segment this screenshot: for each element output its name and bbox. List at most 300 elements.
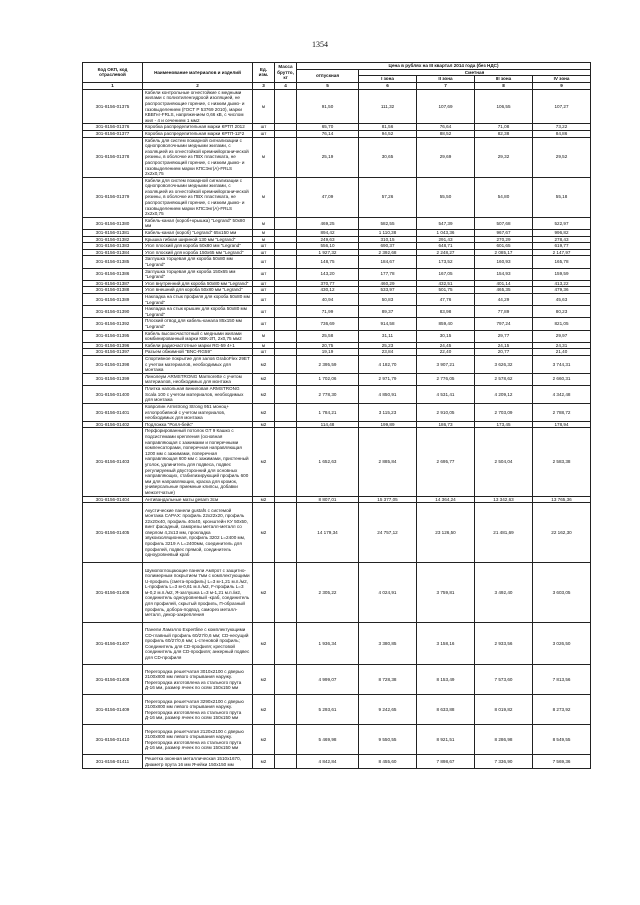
row-code: 301-8156-01398 (83, 355, 143, 373)
header-zone-2: II зона (417, 76, 475, 83)
row-mass (275, 137, 297, 177)
table-row (83, 355, 591, 373)
row-price-zone-1: 199,89 (359, 421, 417, 428)
table-row (83, 665, 591, 695)
row-price-zone-2: 23 126,50 (417, 503, 475, 563)
table-row (83, 287, 591, 294)
row-mass (275, 318, 297, 330)
table-row (83, 428, 591, 496)
row-unit: м (253, 137, 275, 177)
row-code: 301-8156-01402 (83, 421, 143, 428)
row-release-price: 5 469,98 (297, 725, 359, 755)
row-unit: шт (253, 349, 275, 356)
row-price-zone-4: 107,27 (533, 89, 591, 124)
row-unit: шт (253, 249, 275, 256)
row-release-price: 1 927,32 (297, 249, 359, 256)
row-name: Кабель высокочастотный с медными жилами комбинированный марки КВК-2П, 2х0,75 мм2 (143, 330, 253, 342)
row-price-zone-3: 29,32 (475, 137, 533, 177)
row-release-price: 25,19 (297, 137, 359, 177)
row-code: 301-8156-01377 (83, 130, 143, 137)
row-code: 301-8156-01406 (83, 563, 143, 623)
row-code: 301-8156-01389 (83, 293, 143, 305)
row-price-zone-2: 88,52 (417, 130, 475, 137)
row-price-zone-4: 2 660,31 (533, 373, 591, 385)
row-price-zone-2: 3 759,81 (417, 563, 475, 623)
row-name: Кабели радиочастотные марки RG-59 4+1 (143, 342, 253, 349)
row-code: 301-8156-01375 (83, 89, 143, 124)
table-row (83, 725, 591, 755)
row-price-zone-1: 9 550,55 (359, 725, 417, 755)
row-price-zone-1: 57,26 (359, 177, 417, 217)
table-row (83, 330, 591, 342)
row-code: 301-8156-01410 (83, 725, 143, 755)
row-price-zone-4: 55,18 (533, 177, 591, 217)
row-mass (275, 496, 297, 503)
row-name: Панели Ламэлло Expertline с комплектующими CD-главный профиль 60/27/0,6 мм; CD-несущий профиль 60/27/0,6 мм; L-стеновой профиль; Соединитель для CD-профиля; крестовой соединитель для CD-профиля; анкерный подвес для CD-профиля (143, 623, 253, 665)
row-price-zone-4: 24,31 (533, 342, 591, 349)
row-price-zone-3: 4 209,12 (475, 385, 533, 403)
row-mass (275, 342, 297, 349)
row-unit: шт (253, 287, 275, 294)
row-price-zone-1: 533,97 (359, 287, 417, 294)
header-price-group: Цена в рублях на III квартал 2014 года (без НДС) (297, 63, 591, 70)
row-name: Плитка напольная виниловая ARMSTRONG Scala 100 с учетом материалов, необходимых для монтажа (143, 385, 253, 403)
row-name: Акустические панели gustafs с системой монтажа САРАХ: профиль 22х22х20, профиль 22х20х40, профиль 40х40, кронштейн КУ 50х50, винт фасадный, саморезы металл-металл со сверлом 4,2х13 мм, прокладка звукоизоляционная, профиль 3202 L=2400 мм, профиль 3219 А L=2400мм, соединитель для профилей, подвес прямой, соединитель одноуровневый краб (143, 503, 253, 563)
row-price-zone-2: 107,69 (417, 89, 475, 124)
row-price-zone-4: 278,43 (533, 236, 591, 243)
row-release-price: 47,09 (297, 177, 359, 217)
row-release-price: 2 305,22 (297, 563, 359, 623)
row-price-zone-1: 177,78 (359, 268, 417, 280)
table-row (83, 124, 591, 131)
row-price-zone-3: 507,68 (475, 217, 533, 229)
table-row (83, 280, 591, 287)
row-price-zone-4: 821,05 (533, 318, 591, 330)
row-unit: м2 (253, 428, 275, 496)
row-mass (275, 355, 297, 373)
row-price-zone-1: 8 728,38 (359, 665, 417, 695)
row-price-zone-2: 14 364,24 (417, 496, 475, 503)
row-price-zone-4: 996,82 (533, 230, 591, 237)
column-index: 8 (475, 82, 533, 89)
row-price-zone-2: 2 695,77 (417, 428, 475, 496)
row-price-zone-4: 29,97 (533, 330, 591, 342)
row-price-zone-1: 8 455,60 (359, 755, 417, 769)
table-row (83, 243, 591, 250)
row-price-zone-1: 9 242,65 (359, 695, 417, 725)
row-name: Разъем обжимной "BNC-RG59" (143, 349, 253, 356)
row-price-zone-3: 401,14 (475, 280, 533, 287)
row-mass (275, 665, 297, 695)
header-name: Наименование материалов и изделий (143, 63, 253, 83)
row-price-zone-4: 3 603,05 (533, 563, 591, 623)
row-mass (275, 217, 297, 229)
row-release-price: 1 936,34 (297, 623, 359, 665)
column-index: 6 (359, 82, 417, 89)
row-price-zone-1: 81,56 (359, 124, 417, 131)
row-price-zone-1: 25,23 (359, 342, 417, 349)
row-price-zone-3: 601,65 (475, 243, 533, 250)
row-unit: шт (253, 243, 275, 250)
row-release-price: 71,99 (297, 306, 359, 318)
row-unit: м2 (253, 373, 275, 385)
row-name: Угол внешний для короба 50х80 мм "Legrand" (143, 287, 253, 294)
table-row (83, 217, 591, 229)
row-price-zone-2: 2 248,27 (417, 249, 475, 256)
row-unit: м2 (253, 695, 275, 725)
table-row (83, 373, 591, 385)
row-unit: м2 (253, 725, 275, 755)
table-row (83, 349, 591, 356)
table-row (83, 496, 591, 503)
row-name: Антивандальные маты gesam 3см (143, 496, 253, 503)
table-row (83, 563, 591, 623)
row-mass (275, 695, 297, 725)
row-release-price: 894,42 (297, 230, 359, 237)
row-code: 301-8156-01395 (83, 330, 143, 342)
row-price-zone-2: 83,98 (417, 306, 475, 318)
row-mass (275, 293, 297, 305)
row-unit: м (253, 217, 275, 229)
row-price-zone-4: 3 026,50 (533, 623, 591, 665)
row-price-zone-3: 173,45 (475, 421, 533, 428)
row-code: 301-8156-01383 (83, 243, 143, 250)
table-row (83, 318, 591, 330)
row-price-zone-2: 3 907,21 (417, 355, 475, 373)
row-price-zone-4: 4 342,48 (533, 385, 591, 403)
row-price-zone-2: 167,05 (417, 268, 475, 280)
header-estimate-group: Сметная (359, 69, 591, 76)
row-name: Перегородка решетчатая 3010х2100 с дверью 2100х800 мм левого открывания наружу. Перегородка изготовлена из стального прута Д-16 мм, размер ячеек по осям 150х150 мм (143, 665, 253, 695)
row-price-zone-3: 270,29 (475, 236, 533, 243)
table-row (83, 249, 591, 256)
table-row (83, 385, 591, 403)
row-price-zone-3: 44,29 (475, 293, 533, 305)
row-price-zone-1: 690,37 (359, 243, 417, 250)
row-unit: м2 (253, 421, 275, 428)
row-unit: шт (253, 318, 275, 330)
price-table (82, 62, 591, 769)
row-name: Линолеум ARMSTRONG Marmorette с учетом материалов, необходимых для монтажа (143, 373, 253, 385)
row-price-zone-1: 94,52 (359, 130, 417, 137)
row-price-zone-3: 13 342,63 (475, 496, 533, 503)
row-unit: м (253, 89, 275, 124)
row-price-zone-1: 4 182,70 (359, 355, 417, 373)
row-price-zone-2: 1 043,36 (417, 230, 475, 237)
row-price-zone-3: 2 703,09 (475, 403, 533, 421)
row-price-zone-3: 2 933,56 (475, 623, 533, 665)
row-price-zone-4: 7 813,56 (533, 665, 591, 695)
header-zone-1: I зона (359, 76, 417, 83)
row-price-zone-2: 24,45 (417, 342, 475, 349)
row-mass (275, 256, 297, 268)
row-price-zone-1: 2 392,68 (359, 249, 417, 256)
row-price-zone-2: 8 633,88 (417, 695, 475, 725)
column-index: 1 (83, 82, 143, 89)
row-mass (275, 725, 297, 755)
row-name: Спортивное покрытие для залов GraboFlex 29ЕТ с учетом материалов, необходимых для монтажа (143, 355, 253, 373)
row-code: 301-8156-01408 (83, 665, 143, 695)
row-price-zone-2: 186,73 (417, 421, 475, 428)
row-release-price: 430,12 (297, 287, 359, 294)
row-price-zone-1: 2 885,84 (359, 428, 417, 496)
row-price-zone-1: 3 380,85 (359, 623, 417, 665)
row-unit: м (253, 236, 275, 243)
row-code: 301-8156-01403 (83, 428, 143, 496)
row-name: Заглушка торцевая для короба 150х65 мм "Legrand" (143, 268, 253, 280)
row-price-zone-2: 2 776,05 (417, 373, 475, 385)
row-price-zone-1: 3 115,23 (359, 403, 417, 421)
row-price-zone-3: 77,89 (475, 306, 533, 318)
row-unit: шт (253, 280, 275, 287)
row-code: 301-8156-01396 (83, 342, 143, 349)
row-code: 301-8156-01401 (83, 403, 143, 421)
row-price-zone-2: 173,52 (417, 256, 475, 268)
row-price-zone-1: 89,37 (359, 306, 417, 318)
row-name: Решетка оконная металлическая 1510х1670, Диаметр прута 16 мм Ячейки 150х150 мм (143, 755, 253, 769)
row-release-price: 736,69 (297, 318, 359, 330)
row-mass (275, 230, 297, 237)
row-mass (275, 503, 297, 563)
row-mass (275, 428, 297, 496)
row-price-zone-4: 7 569,36 (533, 755, 591, 769)
row-price-zone-3: 465,35 (475, 287, 533, 294)
row-code: 301-8156-01405 (83, 503, 143, 563)
row-name: Перегородка решетчатая 3290х2100 с дверью 2100х800 мм левого открывания наружу. Перегородка изготовлена из стального прута Д-16 мм, размер ячеек по осям 150х150 мм (143, 695, 253, 725)
row-unit: шт (253, 130, 275, 137)
row-price-zone-4: 13 765,36 (533, 496, 591, 503)
row-price-zone-3: 82,38 (475, 130, 533, 137)
row-release-price: 4 999,07 (297, 665, 359, 695)
row-code: 301-8156-01387 (83, 280, 143, 287)
row-release-price: 76,14 (297, 130, 359, 137)
table-row (83, 177, 591, 217)
row-release-price: 148,75 (297, 256, 359, 268)
row-code: 301-8156-01376 (83, 124, 143, 131)
row-price-zone-1: 31,11 (359, 330, 417, 342)
row-name: Коробка распределительная марки КРТП 2012 (143, 124, 253, 131)
table-row (83, 421, 591, 428)
table-row (83, 137, 591, 177)
column-index-row (83, 82, 591, 89)
row-mass (275, 89, 297, 124)
row-mass (275, 563, 297, 623)
row-price-zone-1: 30,65 (359, 137, 417, 177)
row-release-price: 143,20 (297, 268, 359, 280)
page-number: 1354 (312, 40, 328, 49)
row-price-zone-3: 20,77 (475, 349, 533, 356)
row-price-zone-2: 76,64 (417, 124, 475, 131)
row-price-zone-4: 8 549,55 (533, 725, 591, 755)
header-zone-3: III зона (475, 76, 533, 83)
row-unit: м (253, 330, 275, 342)
row-price-zone-3: 8 286,98 (475, 725, 533, 755)
row-price-zone-1: 1 110,38 (359, 230, 417, 237)
row-price-zone-3: 797,24 (475, 318, 533, 330)
row-mass (275, 349, 297, 356)
row-price-zone-1: 111,32 (359, 89, 417, 124)
row-code: 301-8156-01399 (83, 373, 143, 385)
row-code: 301-8156-01380 (83, 217, 143, 229)
row-unit: м (253, 177, 275, 217)
row-name: Шумопоглощающие панели Ампрот с защитно-полимерным покрытием 7мм с комплектующими U-профиль (смета-профиль) L=3 м-1,21 м.п./м2, L-профиль L=3 м-0,61 м.п./м2, F-профиль L=3 м-0,2 м.п./м2, Я-заглушка L=3 м-1,21 м.п./м2, соединитель одноуровневый -краб, соединитель для профилей, скрытый профиль, П-образный профиль, добора-подвод, саморез металл-металл, декор-закрепления (143, 563, 253, 623)
row-unit: м2 (253, 755, 275, 769)
row-unit: м (253, 342, 275, 349)
row-price-zone-4: 2 788,72 (533, 403, 591, 421)
row-price-zone-4: 178,94 (533, 421, 591, 428)
row-price-zone-4: 2 147,97 (533, 249, 591, 256)
row-price-zone-2: 7 898,67 (417, 755, 475, 769)
row-code: 301-8156-01381 (83, 230, 143, 237)
row-price-zone-3: 2 085,17 (475, 249, 533, 256)
row-release-price: 14 179,34 (297, 503, 359, 563)
row-price-zone-2: 55,50 (417, 177, 475, 217)
table-row (83, 342, 591, 349)
row-mass (275, 177, 297, 217)
row-mass (275, 236, 297, 243)
table-row (83, 403, 591, 421)
row-price-zone-3: 21 481,69 (475, 503, 533, 563)
row-mass (275, 243, 297, 250)
row-price-zone-3: 7 573,60 (475, 665, 533, 695)
row-price-zone-4: 8 273,92 (533, 695, 591, 725)
row-release-price: 1 784,21 (297, 403, 359, 421)
row-price-zone-3: 2 504,04 (475, 428, 533, 496)
row-price-zone-4: 21,40 (533, 349, 591, 356)
row-unit: м2 (253, 403, 275, 421)
row-release-price: 249,63 (297, 236, 359, 243)
row-price-zone-2: 8 921,51 (417, 725, 475, 755)
row-name: Кабели контрольные огнестойкие с медными жилами с полиэтиленгидроой изоляцией, не распространяющие горение, с низким дымо- и газовыделением (ГОСТ Р 53769 2010), марки КВВГнг-FRLS, напряжением 0,66 кВ, с числом жил - 4 и сечением 1 мм2 (143, 89, 253, 124)
row-unit: м2 (253, 665, 275, 695)
row-price-zone-2: 22,40 (417, 349, 475, 356)
row-price-zone-3: 967,67 (475, 230, 533, 237)
row-unit: шт (253, 256, 275, 268)
row-price-zone-2: 47,76 (417, 293, 475, 305)
row-release-price: 8 807,01 (297, 496, 359, 503)
row-price-zone-2: 547,39 (417, 217, 475, 229)
row-price-zone-1: 914,58 (359, 318, 417, 330)
table-body (83, 89, 591, 768)
row-code: 301-8156-01390 (83, 306, 143, 318)
row-code: 301-8156-01379 (83, 177, 143, 217)
row-price-zone-3: 2 578,62 (475, 373, 533, 385)
row-name: Накладка на стык крышек для короба 50х80 мм "Legrand" (143, 306, 253, 318)
table-row (83, 695, 591, 725)
row-price-zone-1: 15 377,05 (359, 496, 417, 503)
row-price-zone-2: 3 158,16 (417, 623, 475, 665)
row-name: Угол плоский для короба 150х65 мм "Legrand" (143, 249, 253, 256)
row-release-price: 469,25 (297, 217, 359, 229)
row-price-zone-4: 84,86 (533, 130, 591, 137)
column-index: 4 (275, 82, 297, 89)
row-unit: шт (253, 124, 275, 131)
row-unit: шт (253, 306, 275, 318)
table-row (83, 130, 591, 137)
row-release-price: 5 293,61 (297, 695, 359, 725)
row-name: Перфорированный потолок GT 9 Кашко с подсистемами крепления (основная направляющая с зажимами и поперечными компенсаторами, поперечная направляющая 1200 мм с зажимами, поперечная направляющая 600 мм с зажимами, пристенный уголок, удлинитель для подвеса, подвес регулируемый двусторонний для основных направляющих, стабилизирующий профиль 600 мм для направляющих, краска для кромок, универсальные приемные клипсы, добавки межсетчатые) (143, 428, 253, 496)
row-price-zone-4: 80,23 (533, 306, 591, 318)
row-price-zone-2: 291,43 (417, 236, 475, 243)
header-code: Код ОКП, код отраслевой (83, 63, 143, 83)
row-price-zone-2: 30,15 (417, 330, 475, 342)
row-price-zone-2: 501,75 (417, 287, 475, 294)
row-price-zone-3: 8 019,82 (475, 695, 533, 725)
row-mass (275, 623, 297, 665)
row-name: Кабели для систем пожарной сигнализации с однопроволочными медными жилами, с изоляцией из огнестойкой кремнийорганической резины, в оболочке из ПВХ пластиката, не распространяющий горение, с низким дымо- и газовыделением марки КПСЭнг(А)-FRLS 2х2х0,75 (143, 177, 253, 217)
table-row (83, 256, 591, 268)
row-unit: м (253, 230, 275, 237)
row-unit: шт (253, 268, 275, 280)
row-mass (275, 373, 297, 385)
row-unit: шт (253, 293, 275, 305)
row-release-price: 2 395,59 (297, 355, 359, 373)
row-code: 301-8156-01386 (83, 268, 143, 280)
row-code: 301-8156-01388 (83, 287, 143, 294)
row-price-zone-4: 22 162,30 (533, 503, 591, 563)
table-row (83, 503, 591, 563)
row-name: Коробка распределительная марки КРТП-12*2 (143, 130, 253, 137)
row-code: 301-8156-01392 (83, 318, 143, 330)
row-price-zone-1: 2 971,79 (359, 373, 417, 385)
column-index: 9 (533, 82, 591, 89)
row-code: 301-8156-01385 (83, 256, 143, 268)
row-price-zone-3: 154,93 (475, 268, 533, 280)
row-code: 301-8156-01397 (83, 349, 143, 356)
row-price-zone-3: 3 626,32 (475, 355, 533, 373)
table-row (83, 755, 591, 769)
table-row (83, 293, 591, 305)
row-mass (275, 385, 297, 403)
row-release-price: 19,19 (297, 349, 359, 356)
row-name: Угол внутренний для короба 50х80 мм "Legrand" (143, 280, 253, 287)
row-price-zone-4: 29,52 (533, 137, 591, 177)
row-unit: м2 (253, 355, 275, 373)
row-price-zone-3: 29,77 (475, 330, 533, 342)
row-name: Крышка гибкая шириной 130 мм "Legrand" (143, 236, 253, 243)
row-price-zone-4: 619,77 (533, 243, 591, 250)
row-price-zone-3: 7 336,90 (475, 755, 533, 769)
row-mass (275, 130, 297, 137)
column-index: 5 (297, 82, 359, 89)
row-release-price: 25,58 (297, 330, 359, 342)
row-price-zone-4: 522,97 (533, 217, 591, 229)
row-price-zone-2: 29,69 (417, 137, 475, 177)
row-unit: м2 (253, 385, 275, 403)
row-mass (275, 421, 297, 428)
row-mass (275, 403, 297, 421)
row-price-zone-4: 165,78 (533, 256, 591, 268)
column-index: 3 (253, 82, 275, 89)
row-price-zone-4: 45,63 (533, 293, 591, 305)
table-row (83, 623, 591, 665)
row-name: Заглушка торцевая для короба 50х80 мм "Legrand" (143, 256, 253, 268)
row-unit: м2 (253, 496, 275, 503)
row-code: 301-8156-01407 (83, 623, 143, 665)
row-code: 301-8156-01409 (83, 695, 143, 725)
row-price-zone-3: 3 492,40 (475, 563, 533, 623)
row-mass (275, 330, 297, 342)
row-release-price: 370,77 (297, 280, 359, 287)
row-name: Плоский отвод для кабель-канала 85х150 мм "Legrand" (143, 318, 253, 330)
row-price-zone-1: 4 850,91 (359, 385, 417, 403)
row-price-zone-3: 160,93 (475, 256, 533, 268)
row-price-zone-3: 54,80 (475, 177, 533, 217)
row-price-zone-1: 460,29 (359, 280, 417, 287)
table-row (83, 230, 591, 237)
row-release-price: 2 778,30 (297, 385, 359, 403)
row-price-zone-2: 4 531,41 (417, 385, 475, 403)
